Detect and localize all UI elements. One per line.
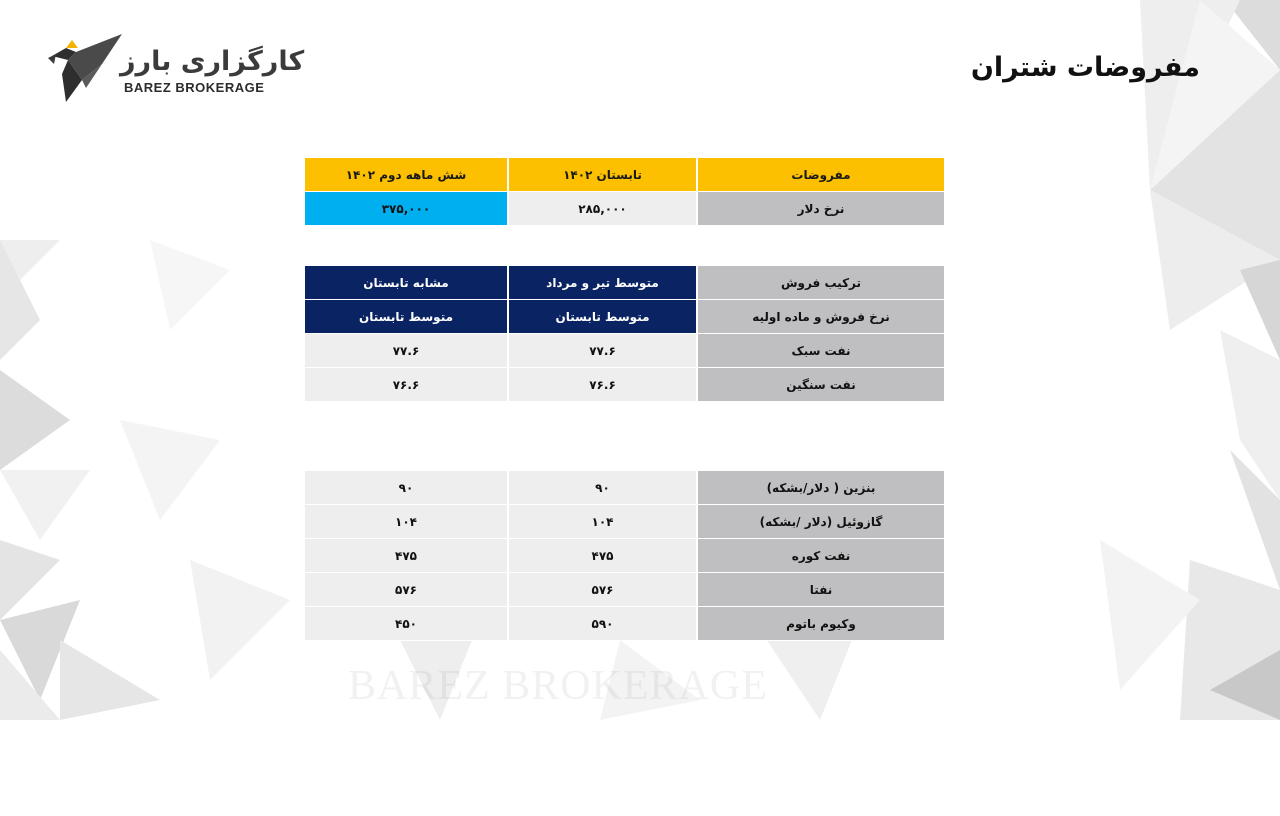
row-label: بنزین ( دلار/بشکه) [696, 471, 944, 505]
row-label: وکیوم باتوم [696, 607, 944, 641]
cell-value: ۷۶.۶ [305, 368, 507, 402]
table-row [305, 573, 944, 607]
cell-value: ۹۰ [305, 471, 507, 505]
table-row [305, 334, 944, 368]
dollar-rate-table [305, 158, 944, 226]
cell-value: ۱۰۴ [507, 505, 696, 539]
table-row [305, 471, 944, 505]
cell-value: ۹۰ [507, 471, 696, 505]
logo-name-en: BAREZ BROKERAGE [124, 80, 265, 95]
cell-value: متوسط تابستان [305, 300, 507, 334]
row-label: نرخ دلار [696, 192, 944, 226]
cell-value: ۴۵۰ [305, 607, 507, 641]
sales-mix-table [305, 266, 944, 402]
cell-value: ۱۰۴ [305, 505, 507, 539]
company-logo [42, 34, 305, 104]
row-label: نرخ فروش و ماده اولیه [696, 300, 944, 334]
row-label: نفت سنگین [696, 368, 944, 402]
table-row [305, 505, 944, 539]
header-summer-1402: تابستان ۱۴۰۲ [507, 158, 696, 192]
row-label: نفت کوره [696, 539, 944, 573]
row-label: ترکیب فروش [696, 266, 944, 300]
row-label: گازوئیل (دلار /بشکه) [696, 505, 944, 539]
cell-value: ۷۶.۶ [507, 368, 696, 402]
header-assumptions: مفروضات [696, 158, 944, 192]
row-label: نفت سبک [696, 334, 944, 368]
cell-value: ۵۷۶ [507, 573, 696, 607]
cell-value: ۵۹۰ [507, 607, 696, 641]
cell-value: ۴۷۵ [305, 539, 507, 573]
logo-name-fa: کارگزاری بارز [120, 46, 305, 77]
eagle-icon [42, 34, 122, 104]
cell-value: ۴۷۵ [507, 539, 696, 573]
product-prices-table [305, 471, 944, 641]
row-label: نفتا [696, 573, 944, 607]
cell-value: متوسط تابستان [507, 300, 696, 334]
cell-value: ۷۷.۶ [305, 334, 507, 368]
cell-value: مشابه تابستان [305, 266, 507, 300]
cell-value: ۲۸۵,۰۰۰ [507, 192, 696, 226]
table-row [305, 607, 944, 641]
watermark-text: BAREZ BROKERAGE [348, 663, 768, 709]
table-row [305, 266, 944, 300]
table-row [305, 192, 944, 226]
page-title: مفروضات شتران [970, 52, 1200, 83]
table-header-row [305, 158, 944, 192]
cell-value: ۷۷.۶ [507, 334, 696, 368]
table-row [305, 300, 944, 334]
cell-value: متوسط تیر و مرداد [507, 266, 696, 300]
table-row [305, 539, 944, 573]
table-row [305, 368, 944, 402]
header-second-half-1402: شش ماهه دوم ۱۴۰۲ [305, 158, 507, 192]
cell-value: ۵۷۶ [305, 573, 507, 607]
cell-value-highlight: ۳۷۵,۰۰۰ [305, 192, 507, 226]
